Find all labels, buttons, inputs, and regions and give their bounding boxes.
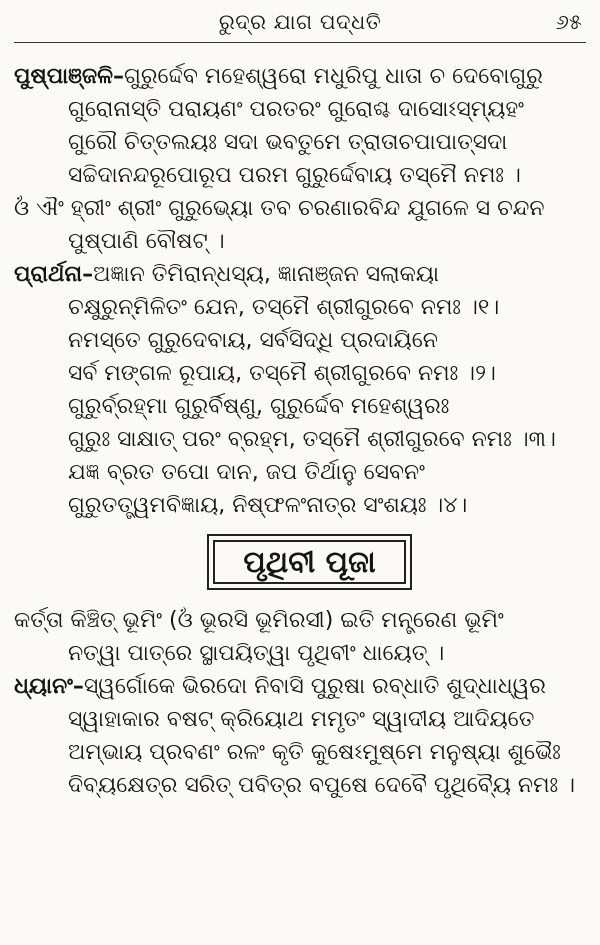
pushpanjali-line-3: ଗୁରୌ ଚିତ୍ତଲୟଃ ସଦା ଭବତୁମେ ତ୍ରାତାଚପାପାତ୍ସଦା (68, 130, 508, 155)
page-body (14, 60, 594, 802)
dhyanam-line-3: ଅମ୍ଭାୟ ପ୍ରବଣଂ ରଳଂ କୃତି କୁଷେଽମୁଷ୍ମେ ମନୁଷ୍ୟା ଶୁଭୈଃ (68, 740, 561, 765)
prarthana-line-5: ଗୁରୁର୍ବ୍ରହ୍ମା ଗୁରୁର୍ବିଷ୍ଣୁ, ଗୁରୁର୍ଦ୍ଦେବ ମହେଶ୍ୱରଃ (68, 394, 450, 419)
section-heading: ପୃଥିବୀ ପୂଜା (207, 534, 412, 590)
dhyanam-line-1 (14, 670, 594, 703)
prarthana-line-6: ଗୁରୁଃ ସାକ୍ଷାତ୍ ପରଂ ବ୍ରହ୍ମ, ତସ୍ମୈ ଶ୍ରୀଗୁରବେ ନମଃ ।୩। (68, 427, 556, 452)
prarthana-line-8: ଗୁରୁତତ୍ତ୍ୱମବିଜ୍ଞାୟ, ନିଷ୍ଫଳଂନାତ୍ର ସଂଶୟଃ ।୪। (68, 493, 468, 518)
om-mantra-line-1: ଓଁ ଐଂ ହ୍ରୀଂ ଶ୍ରୀଂ ଗୁରୁଭ୍ୟୋ ତବ ଚରଣାରବିନ୍ଦ ଯୁଗଳେ ସ ଚନ୍ଦନ (14, 196, 545, 221)
prarthana-line-2: ଚକ୍ଷୁରୁନ୍ମିଳିତଂ ଯେନ, ତସ୍ମୈ ଶ୍ରୀଗୁରବେ ନମଃ ।୧। (68, 295, 500, 320)
om-mantra-line-2: ପୁଷ୍ପାଣି ବୌଷଟ୍ । (68, 229, 225, 254)
running-title: ରୁଦ୍ର ଯାଗ ପଦ୍ଧତି (218, 10, 382, 34)
page-number: ୬୫ (555, 10, 582, 34)
dhyanam-line-4: ଦିବ୍ୟକ୍ଷେତ୍ର ସରିତ୍ ପବିତ୍ର ବପୁଷେ ଦେବୈ ପୃଥିବ୍ୟୈ ନମଃ । (68, 773, 575, 798)
pushpanjali-text-1: ଗୁରୁର୍ଦ୍ଦେବ ମହେଶ୍ୱରୋ ମଧୁରିପୁ ଧାତା ଚ ଦେବୋଗୁରୁ (123, 64, 543, 89)
pushpanjali-line-1 (14, 60, 594, 93)
prarthana-line-1 (14, 258, 594, 291)
prarthana-line-4: ସର୍ବ ମଙ୍ଗଳ ରୂପାୟ, ତସ୍ମୈ ଶ୍ରୀଗୁରବେ ନମଃ ।୨। (68, 361, 496, 386)
section-heading-wrap (14, 522, 594, 604)
page-header (14, 4, 586, 43)
karta-line-2: ନତ୍ୱା ପାତ୍ରେ ସ୍ଥାପୟିତ୍ୱା ପୃଥିବୀଂ ଧାୟେତ୍ । (68, 641, 445, 666)
dhyanam-label: ଧ୍ୟାନଂ– (14, 674, 84, 699)
prarthana-label: ପ୍ରାର୍ଥନା– (14, 262, 94, 287)
prarthana-line-3: ନମସ୍ତେ ଗୁରୁଦେବାୟ, ସର୍ବସିଦ୍ଧି ପ୍ରଦାୟିନେ (68, 328, 438, 353)
prarthana-text-1: ଅଜ୍ଞାନ ତିମିରାନ୍ଧସ୍ୟ, ଜ୍ଞାନାଞ୍ଜନ ସଲାକୟା (93, 262, 440, 287)
dhyanam-line-2: ସ୍ୱାହାକାର ବଷଟ୍ କ୍ରିୟୋଥ ମମୃତଂ ସ୍ୱାଦୀୟ ଆଦିୟତେ (68, 707, 535, 732)
karta-line-1: କର୍ତ୍ତା କିଞ୍ଚିତ୍ ଭୂମିଂ (ଓଁ ଭୂରସି ଭୂମିରସୀ) ଇତି ମନ୍ତ୍ରେଣ ଭୂମିଂ (14, 608, 504, 633)
dhyanam-text-1: ସ୍ୱର୍ଗୋକେ ଭିରଦୋ ନିବାସି ପୁରୁଷା ରବ୍ଧାତି ଶୁଦ୍ଧାଧ୍ୱର (83, 674, 546, 699)
prarthana-line-7: ଯଜ୍ଞ ବ୍ରତ ତପୋ ଦାନ, ଜପ ତିର୍ଥାନୁ ସେବନଂ (68, 460, 425, 485)
pushpanjali-line-4: ସଚ୍ଚିଦାନନ୍ଦରୂପୋରୂପ ପରମ ଗୁରୁର୍ଦ୍ଦେବାୟ ତସ୍ମୈ ନମଃ । (68, 163, 521, 188)
pushpanjali-label: ପୁଷ୍ପାଞ୍ଜଳି– (14, 64, 124, 89)
pushpanjali-line-2: ଗୁରୋନାସ୍ତି ପରାୟଣଂ ପରତରଂ ଗୁରୋଶ୍ଚ ଦାସୋଽସ୍ମ୍ୟହଂ (68, 97, 524, 122)
